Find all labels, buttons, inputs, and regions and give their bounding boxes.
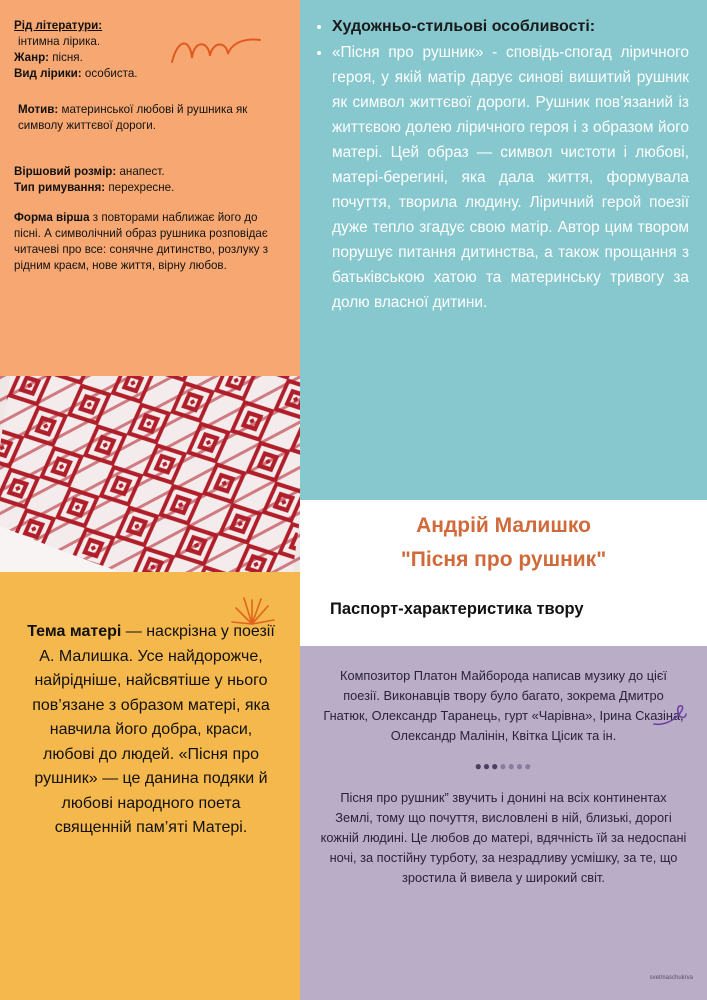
motyv-line: Мотив: материнської любові й рушника як символу життєвої дороги. — [18, 103, 248, 132]
vyd-line: Вид лірики: особиста. — [14, 67, 138, 80]
rid-value: інтимна лірика. — [18, 35, 101, 48]
passport-panel — [0, 0, 300, 376]
features-heading: • Художньо-стильові особливості: — [332, 16, 689, 38]
embroidery-pattern — [0, 376, 300, 572]
author-title: Андрій Малишко — [416, 514, 591, 537]
rozmir-line: Віршовий розмір: анапест. — [14, 165, 165, 178]
squiggle-icon — [168, 32, 264, 66]
sparkle-icon — [228, 594, 278, 634]
features-panel — [300, 0, 707, 500]
forma-line: Форма вірша з повторами наближає його до пісні. А символічний образ рушника розповідає читачеві про все: сонячне дитинство, розлуку з рідним краєм, нове життя, вірну любов. — [14, 211, 269, 272]
features-text: • «Пісня про рушник» - сповідь-спогад ліричного героя, у якій матір дарує синові вишитий рушник як символ життєвої дороги. Рушник пов’язаний із життєвою долею ліричного героя і з образом його матері. Цей образ — символ чистоти і любові, матері-берегині, яка дала життя, формувала почуття, творила людину. Ліричний герой поезії дуже тепло згадує свою матір. Автор цим твором порушує питання дитинства, а також прощання з батьківською хатою та материнську тривогу за долю власної дитини. — [332, 40, 689, 315]
mother-text: Тема матері — наскрізна у поезії А. Малишка. Усе найдорожче, найрідніше, найсвятіше у нього пов’язане з образом матері, яка навчила його добра, краси, любові до людей. «Пісня про рушник» — це данина подяки й любові народного поета священній пам’яті Матері. — [27, 623, 275, 836]
rid-line: Рід літератури: — [14, 19, 103, 32]
mother-theme-panel — [0, 572, 300, 1000]
rymuvannia-line: Тип римування: перехресне. — [14, 181, 175, 194]
title-panel — [300, 500, 707, 646]
embroidered-towel-image — [0, 376, 300, 572]
music-paragraph-1: Композитор Платон Майборода написав музику до цієї поезії. Виконавців твору було багато, зокрема Дмитро Гнатюк, Олександр Таранець, гурт «Чарівна», Ірина Сказіна, Олександр Малінін, Квітка Цісик та ін. — [323, 668, 684, 743]
zhanr-line: Жанр: пісня. — [14, 51, 83, 64]
watermark: svetmaschukrva — [649, 975, 693, 981]
music-panel — [300, 646, 707, 1000]
dots-divider: ●●●●●●● — [474, 759, 533, 773]
work-title: "Пісня про рушник" — [400, 548, 607, 571]
music-paragraph-2: Пісня про рушник” звучить і донині на всіх континентах Землі, тому що почуття, висловлені в ній, близькі, дорогі кожній людині. Це любов до матері, вдячність їй за недоспані ночі, за постійну турботу, за незрадливу усмішку, за те, що зростила й вивела у широкий світ. — [320, 790, 687, 885]
curl-icon — [652, 704, 688, 728]
page-subtitle: Паспорт-характеристика твору — [330, 600, 584, 618]
features-list — [314, 16, 689, 315]
